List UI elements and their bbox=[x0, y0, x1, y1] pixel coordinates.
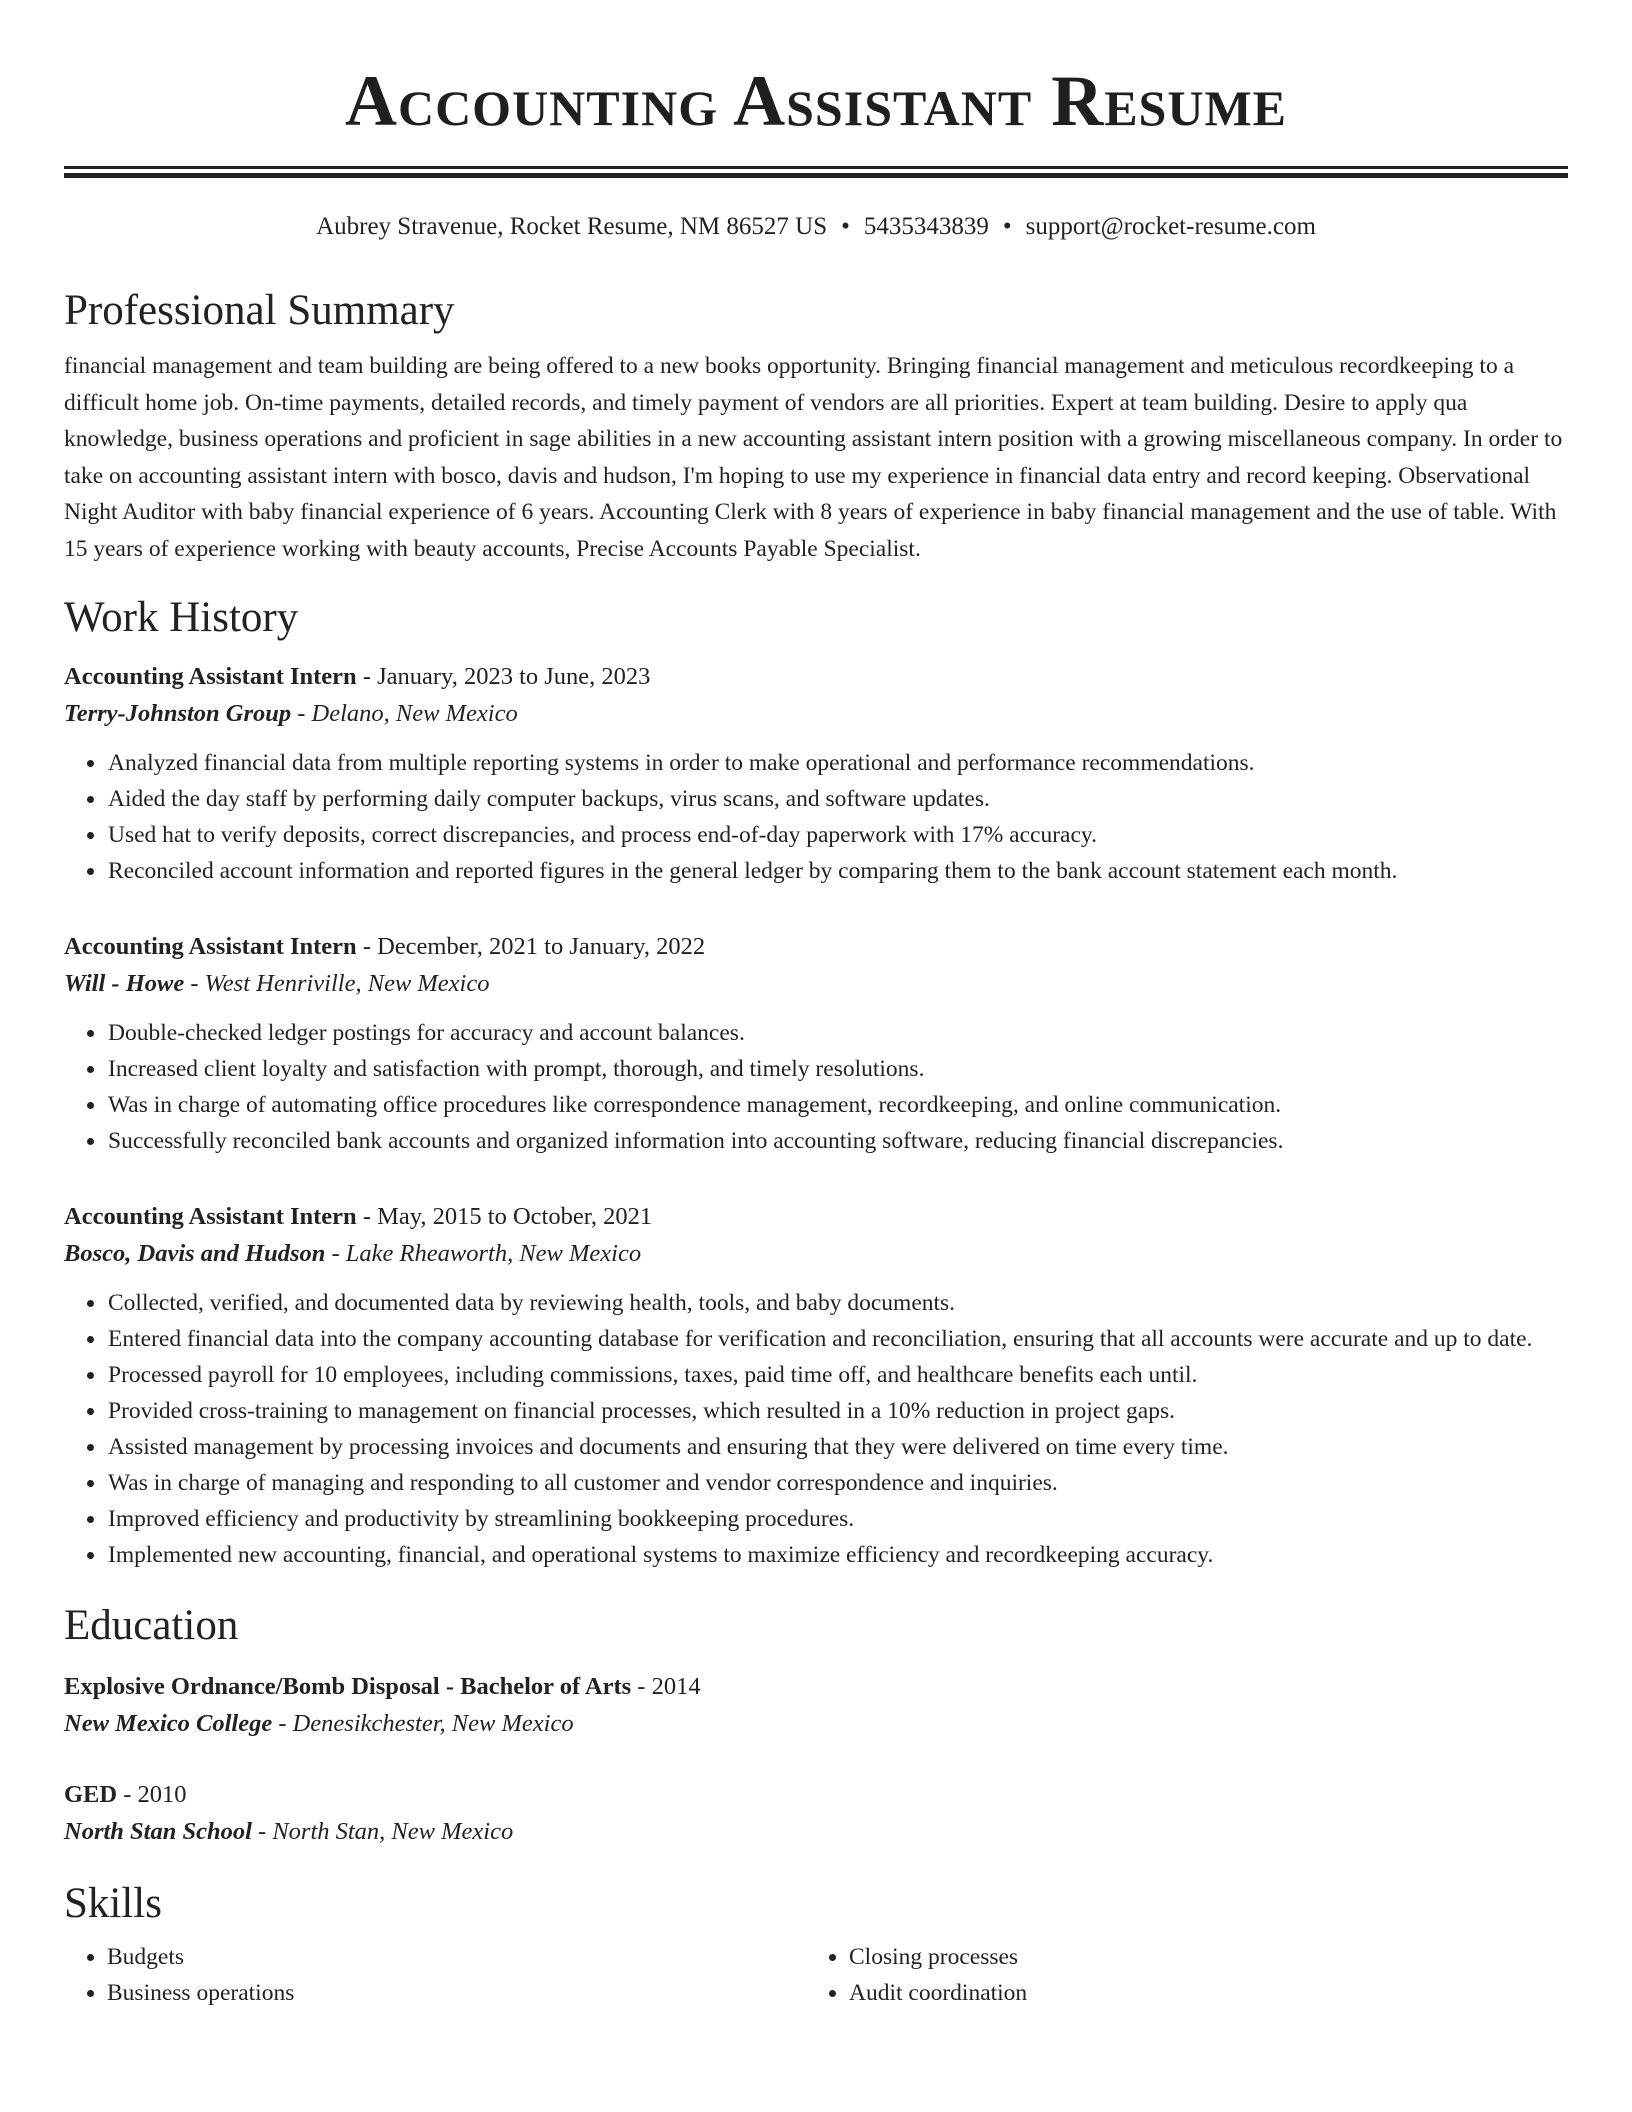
professional-summary-text: financial management and team building are being offered to a new books opportunity. Bringing financial management and meticulous recordkeeping to a difficult home job. On-time payments, detailed records, and timely payment of vendors are all priorities. Expert at team building. Desire to apply qua knowledge, business operations and proficient in sage abilities in a new accounting assistant intern position with a growing miscellaneous company. In order to take on accounting assistant intern with bosco, davis and hudson, I'm hoping to use my experience in financial data entry and record keeping. Observational Night Auditor with baby financial experience of 6 years. Accounting Clerk with 8 years of experience in baby financial management and the use of table. With 15 years of experience working with beauty accounts, Precise Accounts Payable Specialist. bbox=[64, 353, 1563, 562]
professional-summary-heading: Professional Summary bbox=[64, 287, 455, 334]
job-dates: - December, 2021 to January, 2022 bbox=[356, 933, 706, 960]
job-company-line bbox=[64, 695, 1568, 733]
job-bullets bbox=[64, 745, 1568, 889]
job-title: Accounting Assistant Intern bbox=[64, 663, 357, 690]
job-bullet: • Double-checked ledger postings for accuracy and account balances. bbox=[107, 1015, 1568, 1051]
resume-title: Accounting Assistant Resume bbox=[344, 61, 1288, 141]
education-heading: Education bbox=[64, 1602, 239, 1649]
job-bullet: • Collected, verified, and documented data by reviewing health, tools, and baby documents. bbox=[107, 1285, 1568, 1321]
education-degree-line bbox=[64, 1669, 1568, 1705]
job-bullet: • Successfully reconciled bank accounts and organized information into accounting software, reducing financial discrepancies. bbox=[107, 1123, 1568, 1159]
skills-heading: Skills bbox=[64, 1880, 162, 1927]
skill-item: • Business operations bbox=[107, 1975, 806, 2011]
job-bullet: • Analyzed financial data from multiple reporting systems in order to make operational and performance recommendations. bbox=[107, 745, 1568, 781]
job-bullet: • Reconciled account information and reported figures in the general ledger by comparing them to the bank account statement each month. bbox=[107, 853, 1568, 889]
job-entry bbox=[64, 1199, 1568, 1573]
job-company-line bbox=[64, 965, 1568, 1003]
job-bullet: • Was in charge of automating office procedures like correspondence management, recordkeeping, and online communication. bbox=[107, 1087, 1568, 1123]
job-bullets bbox=[64, 1285, 1568, 1573]
contact-address: Aubrey Stravenue, Rocket Resume, NM 86527 US bbox=[316, 213, 828, 240]
job-dates: - May, 2015 to October, 2021 bbox=[356, 1203, 653, 1230]
job-entry bbox=[64, 659, 1568, 889]
job-title-line bbox=[64, 929, 1568, 965]
education-degree: GED bbox=[64, 1781, 118, 1808]
contact-email[interactable]: support@rocket-resume.com bbox=[1025, 213, 1316, 240]
job-company-line bbox=[64, 1235, 1568, 1273]
skills-columns bbox=[64, 1939, 1568, 2011]
job-bullet: • Aided the day staff by performing daily computer backups, virus scans, and software updates. bbox=[107, 781, 1568, 817]
job-bullet: • Was in charge of managing and responding to all customer and vendor correspondence and inquiries. bbox=[107, 1465, 1568, 1501]
education-year: - 2014 bbox=[631, 1673, 701, 1700]
skills-left-column bbox=[64, 1939, 806, 2011]
job-bullet: • Implemented new accounting, financial, and operational systems to maximize efficiency and recordkeeping accuracy. bbox=[107, 1537, 1568, 1573]
job-dates: - January, 2023 to June, 2023 bbox=[356, 663, 651, 690]
job-bullet: • Improved efficiency and productivity by streamlining bookkeeping procedures. bbox=[107, 1501, 1568, 1537]
job-location: - Delano, New Mexico bbox=[291, 700, 518, 727]
job-bullet: • Assisted management by processing invoices and documents and ensuring that they were delivered on time every time. bbox=[107, 1429, 1568, 1465]
job-bullet: • Provided cross-training to management on financial processes, which resulted in a 10% reduction in project gaps. bbox=[107, 1393, 1568, 1429]
job-location: - West Henriville, New Mexico bbox=[184, 970, 490, 997]
education-degree: Explosive Ordnance/Bomb Disposal - Bachelor of Arts bbox=[64, 1673, 632, 1700]
education-location: - North Stan, New Mexico bbox=[251, 1818, 514, 1845]
education-location: - Denesikchester, New Mexico bbox=[272, 1710, 574, 1737]
education-entry bbox=[64, 1777, 1568, 1851]
job-location: - Lake Rheaworth, New Mexico bbox=[325, 1240, 642, 1267]
job-bullet: • Processed payroll for 10 employees, including commissions, taxes, paid time off, and healthcare benefits each until. bbox=[107, 1357, 1568, 1393]
work-history-heading: Work History bbox=[64, 594, 299, 641]
job-bullet: • Entered financial data into the company accounting database for verification and reconciliation, ensuring that all accounts were accurate and up to date. bbox=[107, 1321, 1568, 1357]
job-company: Will - Howe bbox=[64, 970, 185, 997]
job-company: Terry-Johnston Group bbox=[64, 700, 292, 727]
contact-separator: • bbox=[1002, 213, 1012, 240]
contact-phone: 5435343839 bbox=[863, 213, 989, 240]
job-bullets bbox=[64, 1015, 1568, 1159]
education-year: - 2010 bbox=[117, 1781, 187, 1808]
job-title-line bbox=[64, 659, 1568, 695]
skill-item: • Budgets bbox=[107, 1939, 806, 1975]
education-degree-line bbox=[64, 1777, 1568, 1813]
skills-right-column bbox=[806, 1939, 1548, 2011]
skill-item: • Closing processes bbox=[849, 1939, 1548, 1975]
contact-line bbox=[64, 212, 1568, 242]
education-entry bbox=[64, 1669, 1568, 1743]
education-school: North Stan School bbox=[64, 1818, 252, 1845]
job-bullet: • Increased client loyalty and satisfaction with prompt, thorough, and timely resolutions. bbox=[107, 1051, 1568, 1087]
job-company: Bosco, Davis and Hudson bbox=[64, 1240, 326, 1267]
education-school-line bbox=[64, 1705, 1568, 1743]
job-title: Accounting Assistant Intern bbox=[64, 933, 357, 960]
contact-separator: • bbox=[841, 213, 850, 240]
education-school: New Mexico College bbox=[64, 1710, 273, 1737]
title-double-rule bbox=[64, 166, 1568, 178]
education-school-line bbox=[64, 1813, 1568, 1851]
job-title: Accounting Assistant Intern bbox=[64, 1203, 357, 1230]
job-title-line bbox=[64, 1199, 1568, 1235]
skill-item: • Audit coordination bbox=[849, 1975, 1548, 2011]
job-bullet: • Used hat to verify deposits, correct discrepancies, and process end-of-day paperwork with 17% accuracy. bbox=[107, 817, 1568, 853]
job-entry bbox=[64, 929, 1568, 1159]
